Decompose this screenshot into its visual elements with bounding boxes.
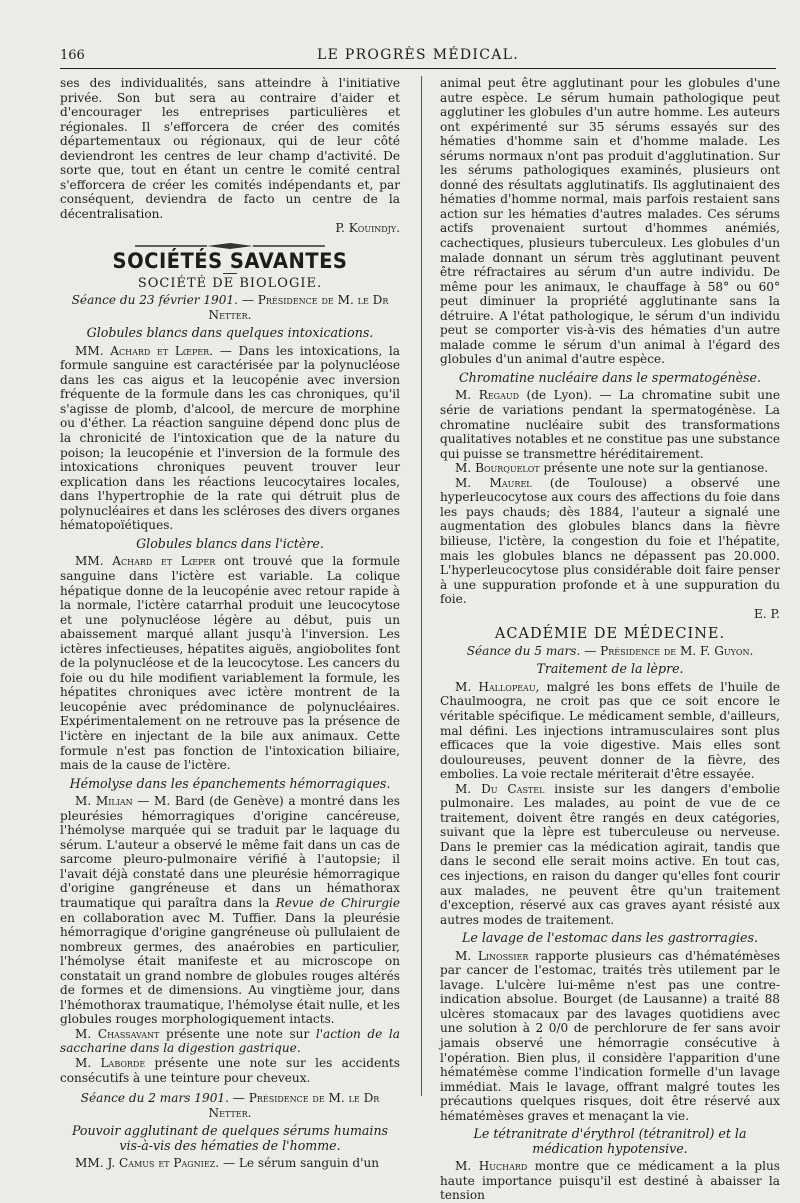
article-paragraph (440, 782, 780, 927)
intro-author: P. Kouindjy. (335, 221, 400, 236)
section-signature: E. P. (753, 606, 780, 621)
right-column (440, 76, 780, 1203)
article-authors: M. Milian (75, 794, 133, 809)
article-paragraph (440, 680, 780, 782)
session-line-3 (440, 644, 780, 659)
article-text: présente une note sur (166, 1026, 310, 1041)
article-title: Chromatine nucléaire dans le spermatogénèse. (459, 369, 761, 385)
article-authors: M. Maurel (455, 475, 532, 490)
article-authors: M. Chassavant (75, 1026, 160, 1041)
running-header (60, 46, 776, 69)
article-paragraph (60, 554, 400, 772)
article-title: Pouvoir agglutinant de quelques sérums humains vis-à-vis des hématies de l'homme. (71, 1123, 389, 1153)
article-paragraph (60, 344, 400, 533)
session-line-2 (60, 1091, 400, 1120)
article-authors: M. Laborde (75, 1056, 146, 1070)
article-text: , malgré les bons effets de l'huile de Chaulmoogra, ne croit pas que ce soit encore le véritable spécifique. Le médicament semble, d'ailleurs, mal défini. Les injections intramusculaires sont plus efficaces que la voie digestive. Mais elles sont douloureuses, peuvent donner de la fièvre, des embolies. La voie rectale mériterait d'être essayée. (440, 679, 780, 782)
session-date: Séance du 5 mars. (466, 643, 581, 658)
article-authors: M. Hallopeau (455, 679, 536, 694)
article-authors: MM. Achard et Lœper (75, 554, 216, 569)
article-text: présente une note sur les accidents consécutifs à une teinture pour cheveux. (60, 1056, 400, 1085)
article-paragraph (440, 388, 780, 461)
article-paragraph (440, 461, 780, 476)
article-text: insiste sur les dangers d'embolie pulmonaire. Les malades, au point de vue de ce traitement, doivent être rangés en deux catégories, suivant que la lèpre est tuberculeuse ou nerveuse. Dans le premier cas la médication agirait, tandis que dans le second elle serait moins active. En tout cas, ces injections, en raison du danger qu'elles font courir aux malades, ne peuvent être qu'un traitement d'exception, réservé aux cas graves ayant résisté aux autres modes de traitement. (440, 781, 780, 927)
article-continuation: animal peut être agglutinant pour les globules d'une autre espèce. Le sérum humain pathologique peut agglutiner les globules d'un autre homme. Les auteurs ont expérimenté sur 35 sérums essayés sur des hématies d'homme sain et d'homme malade. Les sérums normaux n'ont pas produit d'agglutination. Sur les sérums pathologiques examinés, plusieurs ont donné des résultats agglutinatifs. Ils agglutinaient des hématies d'homme normal, mais parfois restaient sans action sur les hématies d'autres malades. Ces sérums actifs provenaient surtout d'hommes anémiés, cachectiques, plusieurs tuberculeux. Les globules d'un malade donnant un sérum très agglutinant peuvent être réfractaires au sérum d'un autre individu. De même pour les animaux, le chauffage à 58° ou 60° peut diminuer la propriété agglutinante sans la détruire. A l'état pathologique, le sérum d'un individu peut se comporter vis-à-vis des hématies d'un autre malade comme le sérum d'un animal à l'égard des globules d'un animal d'autre espèce. (440, 76, 780, 367)
article-authors: M. Du Castel (455, 781, 545, 796)
article-authors: MM. Achard et Lœper. (75, 343, 214, 358)
article-text: montre que ce médicament a la plus haute importance puisqu'il est destiné à abaisser la tension (440, 1159, 780, 1203)
article-text: en collaboration avec M. Tuffier. Dans la pleurésie hémorragique d'origine gangréneuse où pullulaient de nombreux germes, des anaérobies en particulier, l'hémolyse était manifeste et au microscope on constatait un grand nombre de globules rouges altérés de formes et de dimensions. Au vingtième jour, dans l'hémothorax traumatique, l'hémolyse était nulle, et les globules rouges morphologiquement intacts. (60, 910, 400, 1027)
session-presidency: — Présidence de M. le Dr Netter. (208, 1091, 380, 1120)
session-presidency: — Présidence de M. le Dr Netter. (208, 293, 389, 322)
article-paragraph (440, 476, 780, 607)
journal-title: LE PROGRÈS MÉDICAL. (317, 47, 519, 63)
note-title: l'action de la saccharine dans la digestion gastrique. (60, 1026, 401, 1056)
article-authors: M. Huchard (455, 1159, 528, 1174)
article-text: — Le sérum sanguin d'un (222, 1156, 380, 1171)
article-paragraph (60, 1027, 400, 1056)
journal-reference: Revue de Chirurgie (275, 895, 400, 910)
article-text: ont trouvé que la formule sanguine dans l'ictère est variable. La colique hépatique donne de la leucopénie avec retour rapide à la normale, l'ictère catarrhal produit une leucocytose et une polynucléose légère au début, puis un abaissement marqué allant jusqu'à l'inversion. Les ictères infectieuses, hépatites aiguës, angiobolites font de la polynucléose et de la leucocytose. Les cancers du foie ou du hile modifient variablement la formule, les hépatites chroniques avec ictère montrent de la leucopénie avec prédominance de polynucléaires. Expérimentalement on ne retrouve pas la présence de l'ictère en injectant de la bile aux animaux. Cette formule n'est pas fonction de l'intoxication biliaire, mais de la cause de l'ictère. (60, 554, 400, 773)
left-column (60, 76, 400, 1171)
article-text: — M. Bard (de Genève) a montré dans les pleurésies hémorragiques d'origine cancéreuse, l'hémolyse marquée qui se traduit par le laquage du sérum. L'auteur a observé le même fait dans un cas de sarcome pleuro-pulmonaire vérifié à l'autopsie; il l'avait déjà constaté dans une pleurésie hémorragique d'origine gangréneuse et dans un hémathorax traumatique qui paraîtra dans la (60, 794, 400, 910)
article-paragraph (60, 794, 400, 1027)
session-date: Séance du 23 février 1901. (71, 293, 238, 308)
article-title: Traitement de la lèpre. (536, 661, 684, 677)
article-text: — Dans les intoxications, la formule sanguine est caractérisée par la polynucléose dans les cas aigus et la leucopénie avec inversion fréquente de la formule dans les cas chroniques, qu'il s'agisse de plomb, d'alcool, de mercure de morphine ou d'éther. La réaction sanguine dépend donc plus de la chronicité de l'intoxication que de la nature du poison; la leucopénie et l'inversion de la formule des intoxications chroniques peuvent trouver leur explication dans les réactions leucocytaires locales, dans l'hypertrophie de la rate qui détruit plus de polynucléaires et dans les scléroses des divers organes hématopoïétiques. (60, 343, 400, 533)
article-text: (de Toulouse) a observé une hyperleucocytose aux cours des affections du foie dans les pays chauds; dès 1884, l'auteur a signalé une augmentation des globules blancs dans la fièvre bilieuse, l'ictère, la congestion du foie et l'hépatite, mais les globules blancs ne dépassent pas 20.000. L'hyperleucocytose plus considérable doit faire penser à une suppuration profonde et à une suppuration du foie. (440, 475, 780, 607)
page-number: 166 (60, 48, 85, 63)
article-text: présente une note sur la gentianose. (543, 461, 769, 476)
article-paragraph (60, 1056, 400, 1085)
academy-heading: ACADÉMIE DE MÉDECINE. (494, 626, 726, 643)
section-title: SOCIÉTÉS SAVANTES (112, 249, 348, 274)
article-text: rapporte plusieurs cas d'hématémèses par cancer de l'estomac, traités très utilement par le lavage. L'ulcère lui-même n'est pas une contre-indication absolue. Bourget (de Lausanne) a traité 88 ulcères stomacaux par des lavages quotidiens avec une solution à 2 0/0 de perchlorure de fer sans avoir jamais observé une hémorragie consécutive à l'opération. Bien plus, il considère l'apparition d'une hématémèse comme l'indication formelle d'un lavage immédiat. Mais le lavage, offrant malgré toutes les précautions quelques risques, doit être réservé aux hématémèses graves et menaçant la vie. (440, 948, 780, 1123)
article-authors: MM. J. Camus et Pagniez. (75, 1156, 220, 1171)
article-title: Hémolyse dans les épanchements hémorragiques. (69, 775, 391, 791)
article-title: Globules blancs dans quelques intoxications. (86, 325, 374, 341)
session-presidency: — Présidence de M. F. Guyon. (584, 643, 754, 658)
article-authors: M. Linossier (455, 948, 529, 963)
society-heading: SOCIÉTÉ DE BIOLOGIE. (137, 275, 323, 291)
session-date: Séance du 2 mars 1901. (80, 1091, 229, 1106)
intro-paragraph: ses des individualités, sans atteindre à l'initiative privée. Son but sera au contraire d'aider et d'encourager les entreprises particulières et régionales. Il s'efforcera de créer des comités départementaux ou régionaux, qui de leur côté deviendront les centres de leur champ d'activité. De sorte que, tout en étant un centre le comité central s'efforcera de créer les comités indépendants et, par conséquent, deviendra de facto un centre de la décentralisation. (60, 76, 400, 221)
article-text: (de Lyon). — La chromatine subit une série de variations pendant la spermatogénèse. La chromatine nucléaire subit des transformations qualitatives notables et ne constitue pas une substance qui puisse se transmettre héréditairement. (440, 388, 780, 461)
article-paragraph (440, 1159, 780, 1203)
article-paragraph (60, 1156, 400, 1171)
article-title: Le lavage de l'estomac dans les gastrorragies. (462, 930, 758, 946)
article-paragraph (440, 949, 780, 1124)
article-authors: M. Bourquelot (455, 461, 540, 476)
article-title: Le tétranitrate d'érythrol (tétranitrol) et la médication hypotensive. (473, 1126, 747, 1156)
column-divider (421, 76, 422, 1096)
session-line-1 (60, 293, 400, 322)
article-authors: M. Regaud (455, 388, 520, 403)
article-title: Globules blancs dans l'ictère. (136, 535, 324, 551)
